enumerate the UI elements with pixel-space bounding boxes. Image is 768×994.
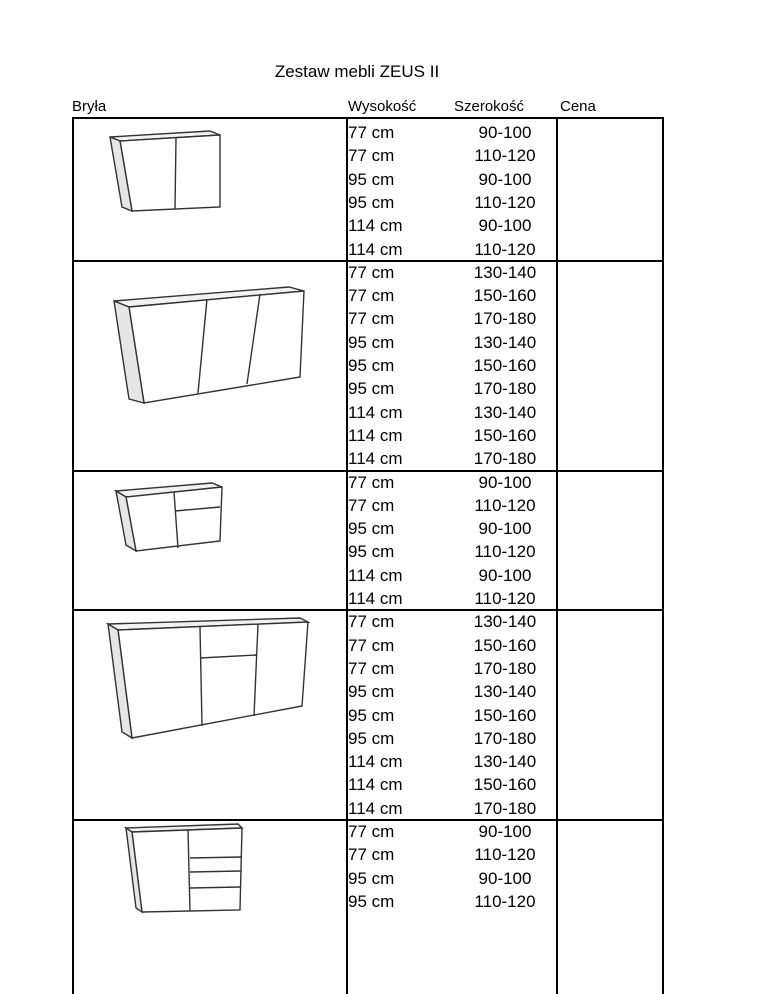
group-divider	[74, 470, 662, 472]
height-cell: 95 cm	[348, 682, 395, 702]
width-cell: 130-140	[473, 682, 537, 702]
height-cell: 95 cm	[348, 891, 395, 911]
height-cell: 95 cm	[348, 728, 395, 748]
group-divider	[74, 819, 662, 821]
width-cell: 110-120	[474, 845, 536, 865]
height-cell: 114 cm	[348, 216, 403, 236]
height-cell: 95 cm	[348, 868, 395, 888]
width-cell: 110-120	[474, 542, 536, 562]
height-cell: 114 cm	[348, 798, 403, 818]
width-cell: 90-100	[478, 519, 532, 539]
height-cell: 114 cm	[348, 589, 403, 608]
furniture-table	[72, 117, 664, 994]
width-cell: 150-160	[473, 635, 537, 655]
height-cell: 95 cm	[348, 519, 395, 539]
column-divider	[556, 119, 558, 994]
width-cell: 170-180	[473, 449, 537, 469]
height-cell: 95 cm	[348, 169, 395, 189]
header-bryla: Bryła	[72, 98, 107, 115]
height-cell: 95 cm	[348, 192, 395, 212]
sideboard-with-drawers-drawing	[74, 610, 346, 820]
width-cell: 170-180	[473, 658, 537, 678]
width-cell: 130-140	[473, 332, 537, 352]
height-cell: 95 cm	[348, 705, 395, 725]
width-cell: 90-100	[478, 123, 532, 142]
width-cell: 170-180	[473, 728, 537, 748]
width-cell: 110-120	[474, 239, 536, 259]
height-cell: 77 cm	[348, 612, 395, 632]
three-door-cabinet-drawing	[74, 261, 346, 471]
height-cell: 77 cm	[348, 822, 395, 841]
header-wysokosc: Wysokość	[348, 98, 417, 115]
height-cell: 77 cm	[348, 286, 395, 306]
height-cell: 77 cm	[348, 845, 395, 865]
width-cell: 150-160	[473, 775, 537, 795]
height-cell: 114 cm	[348, 239, 403, 259]
height-cell: 77 cm	[348, 495, 395, 515]
width-cell: 170-180	[473, 309, 537, 329]
width-cell: 110-120	[474, 146, 536, 166]
width-cell: 130-140	[473, 262, 537, 282]
width-cell: 130-140	[473, 752, 537, 772]
width-cell: 150-160	[473, 705, 537, 725]
width-cell: 90-100	[478, 822, 532, 841]
group-divider	[74, 260, 662, 262]
width-cell: 110-120	[474, 589, 536, 608]
height-cell: 77 cm	[348, 123, 395, 142]
width-cell: 90-100	[478, 472, 532, 492]
width-cell: 170-180	[473, 379, 537, 399]
height-cell: 77 cm	[348, 309, 395, 329]
height-cell: 77 cm	[348, 635, 395, 655]
width-cell: 130-140	[473, 402, 537, 422]
door-and-three-drawers-cabinet-drawing	[74, 820, 346, 913]
height-cell: 77 cm	[348, 658, 395, 678]
height-cell: 114 cm	[348, 752, 403, 772]
height-cell: 77 cm	[348, 472, 395, 492]
width-cell: 90-100	[478, 868, 532, 888]
group-divider	[74, 609, 662, 611]
height-cell: 114 cm	[348, 565, 403, 585]
width-cell: 90-100	[478, 169, 532, 189]
height-cell: 95 cm	[348, 356, 395, 375]
width-cell: 170-180	[473, 798, 537, 818]
height-cell: 114 cm	[348, 425, 403, 445]
width-cell: 130-140	[473, 612, 537, 632]
door-and-drawers-cabinet-drawing	[74, 471, 346, 611]
height-cell: 95 cm	[348, 332, 395, 352]
width-cell: 110-120	[474, 192, 536, 212]
width-cell: 150-160	[473, 286, 537, 306]
height-cell: 77 cm	[348, 262, 395, 282]
height-cell: 95 cm	[348, 379, 395, 399]
height-cell: 114 cm	[348, 775, 403, 795]
document-title: Zestaw mebli ZEUS II	[274, 62, 440, 81]
width-cell: 110-120	[474, 891, 536, 911]
height-cell: 77 cm	[348, 146, 395, 166]
header-szerokosc: Szerokość	[454, 98, 525, 115]
height-cell: 95 cm	[348, 542, 395, 562]
height-cell: 114 cm	[348, 402, 403, 422]
width-cell: 90-100	[478, 216, 532, 236]
two-door-cabinet-drawing	[74, 121, 346, 261]
width-cell: 150-160	[473, 356, 537, 375]
header-cena: Cena	[560, 98, 596, 115]
height-cell: 114 cm	[348, 449, 403, 469]
width-cell: 90-100	[478, 565, 532, 585]
width-cell: 150-160	[473, 425, 537, 445]
width-cell: 110-120	[474, 495, 536, 515]
